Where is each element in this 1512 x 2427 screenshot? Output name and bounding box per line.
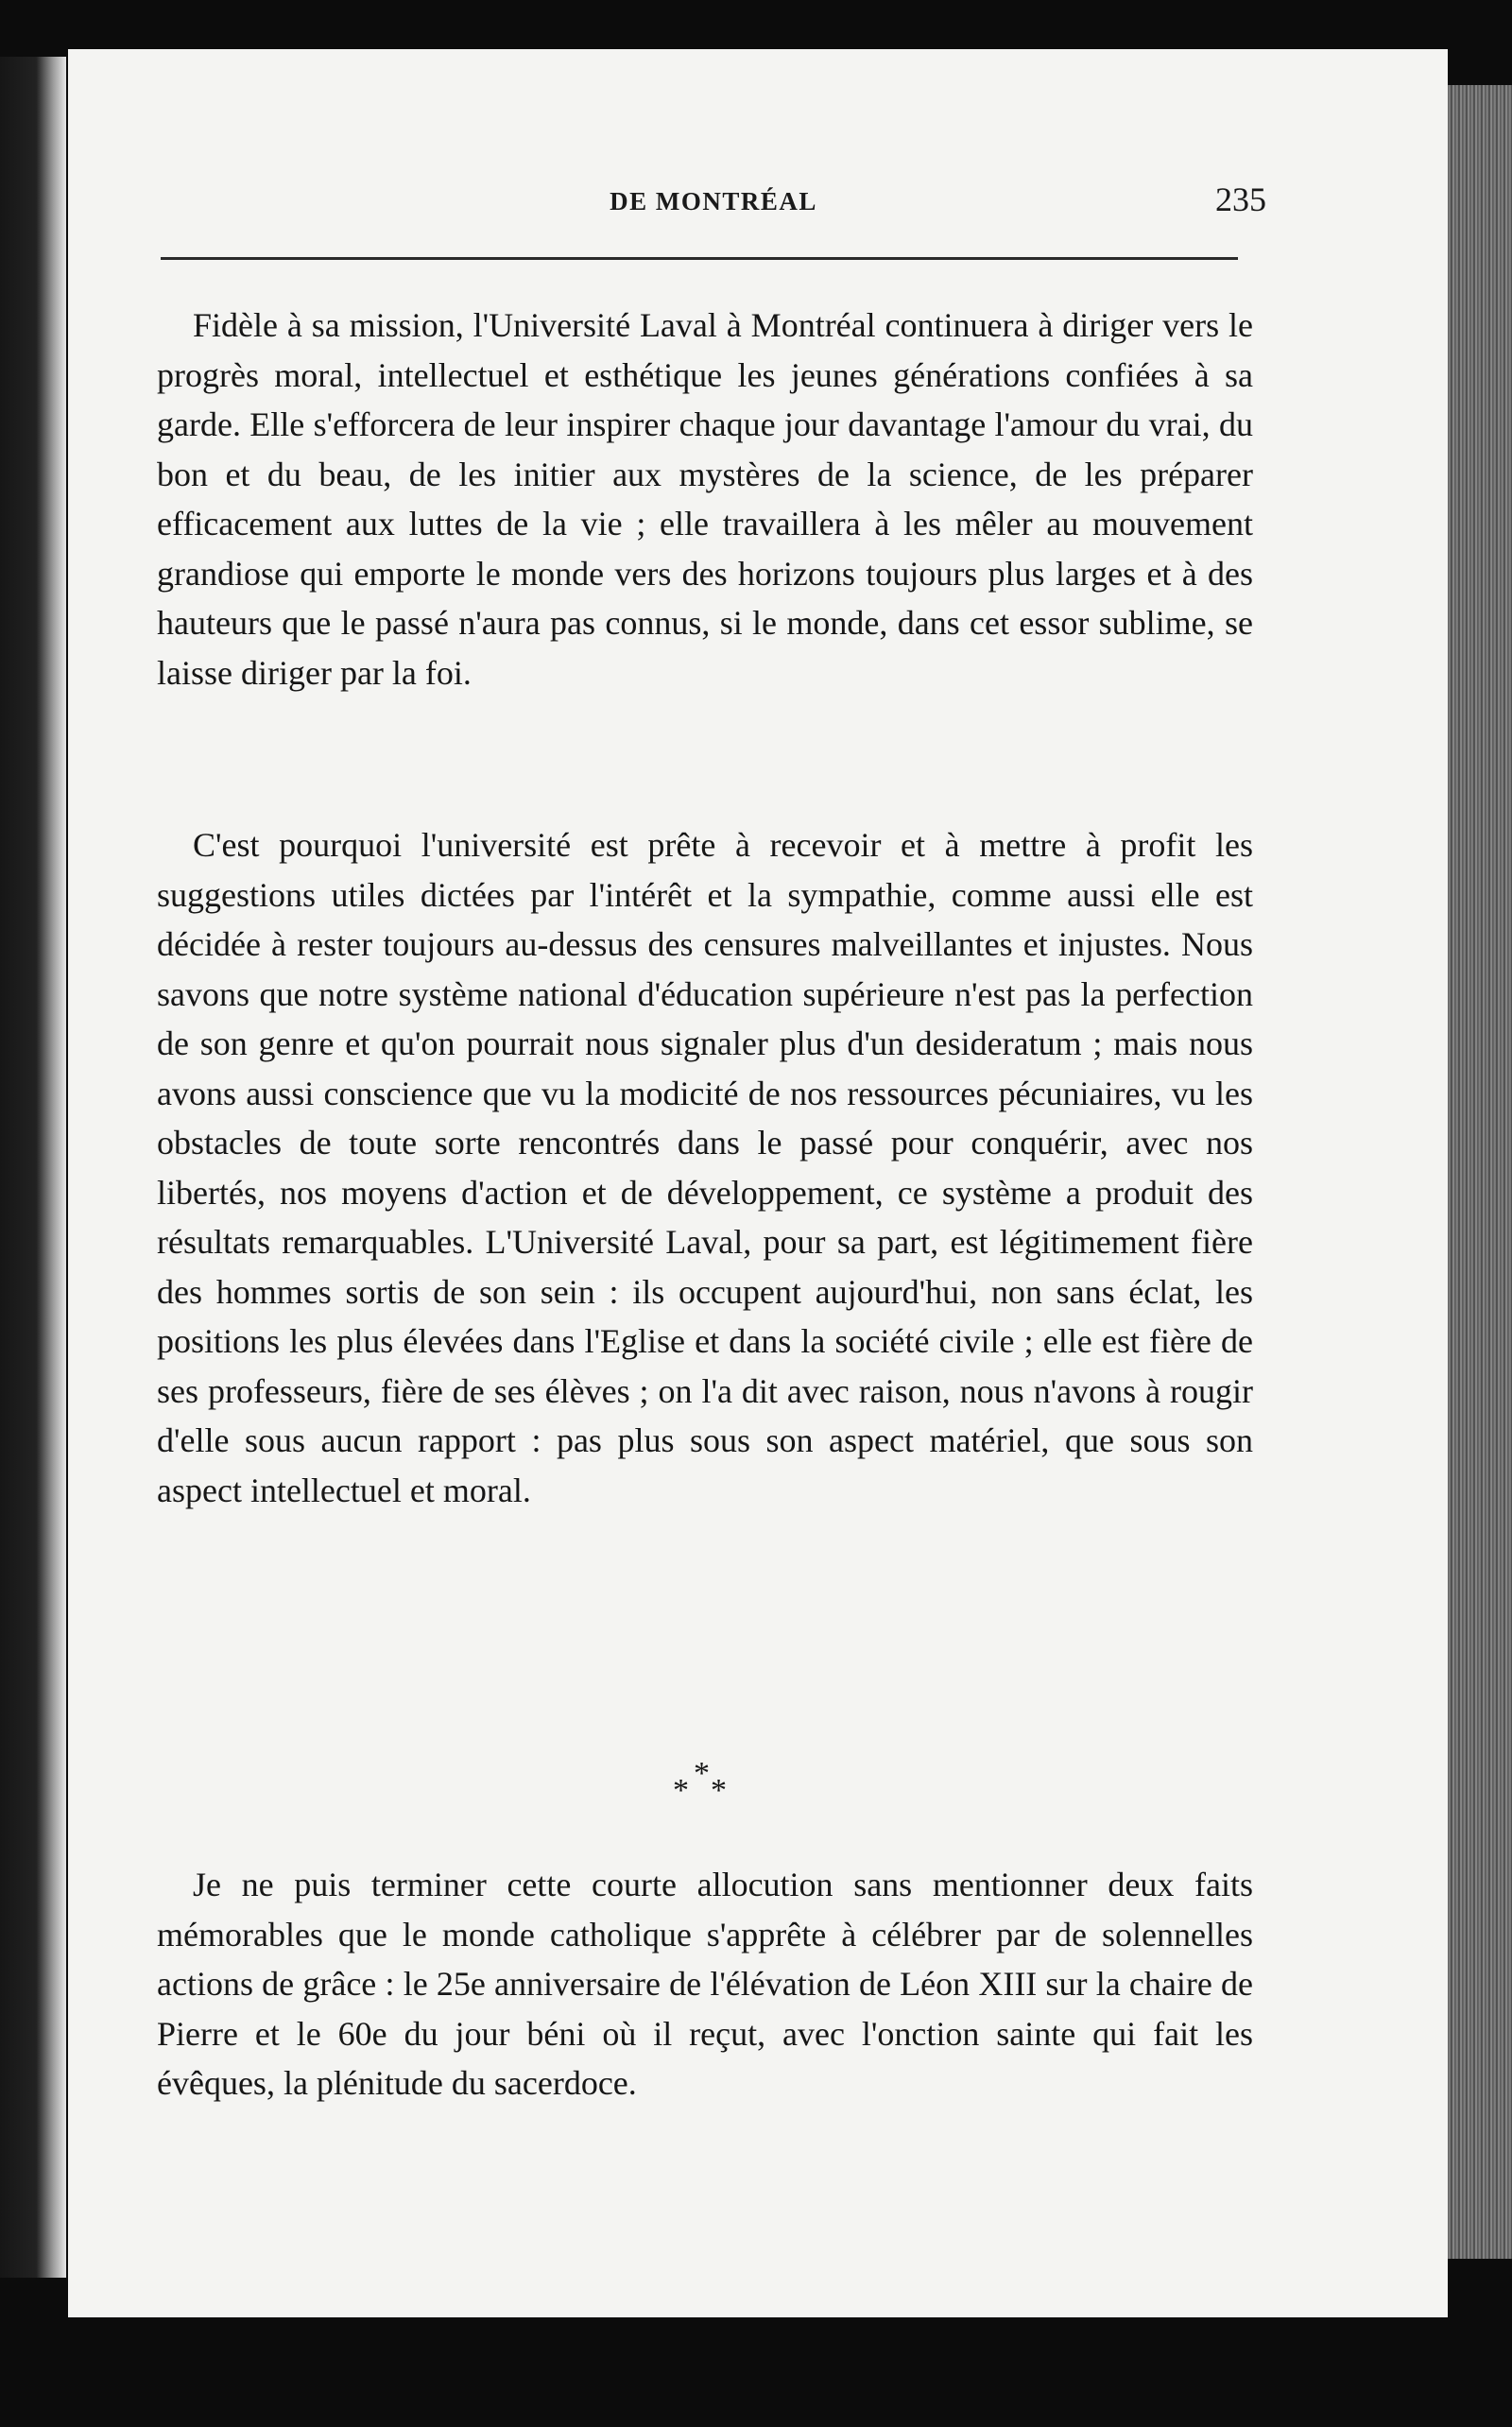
asterism-star: * [694, 1756, 710, 1791]
paragraph-3: Je ne puis terminer cette courte allocution sans mentionner deux faits mémorables que le monde catholique s'apprête à célébrer par de solennelles actions de grâce : le 25e anniversaire de l'élévation de Léon XIII sur la chaire de Pierre et le 60e du jour béni où il reçut, avec l'onction sainte qui fait les évêques, la plénitude du sacerdoce. [157, 1866, 1253, 2102]
asterism-star: * [673, 1773, 689, 1808]
paragraph-1: Fidèle à sa mission, l'Université Laval à Montréal continuera à diriger vers le progrès moral, intellectuel et esthétique les jeunes générations confiées à sa garde. Elle s'efforcera de leur inspirer chaque jour davantage l'amour du vrai, du bon et du beau, de les initier aux mystères de la science, de les préparer efficacement aux luttes de la vie ; elle travaillera à les mêler au mouvement grandiose qui emporte le monde vers des horizons toujours plus larges et à des hauteurs que le passé n'aura pas connus, si le monde, dans cet essor sublime, se laisse diriger par la foi. [157, 306, 1253, 692]
page-number: 235 [1215, 181, 1266, 218]
header-rule [161, 257, 1238, 260]
running-title: DE MONTRÉAL [610, 187, 817, 215]
running-header [161, 178, 1266, 244]
adjacent-page-edge [0, 57, 66, 2278]
asterism-separator [652, 1756, 747, 1813]
paragraph-2: C'est pourquoi l'université est prête à recevoir et à mettre à profit les suggestions utiles dictées par l'intérêt et la sympathie, comme aussi elle est décidée à rester toujours au-dessus des censures malveillantes et injustes. Nous savons que notre système national d'éducation supérieure n'est pas la perfection de son genre et qu'on pourrait nous signaler plus d'un desideratum ; mais nous avons aussi conscience que vu la modicité de nos ressources pécuniaires, vu les obstacles de toute sorte rencontrés dans le passé pour conquérir, avec nos libertés, nos moyens d'action et de développement, ce système a produit des résultats remarquables. L'Université Laval, pour sa part, est légitimement fière des hommes sortis de son sein : ils occupent aujourd'hui, non sans éclat, les positions les plus élevées dans l'Eglise et dans la société civile ; elle est fière de ses professeurs, fière de ses élèves ; on l'a dit avec raison, nous n'avons à rougir d'elle sous aucun rapport : pas plus sous son aspect matériel, que sous son aspect intellectuel et moral. [157, 826, 1253, 1509]
asterism-star: * [711, 1773, 727, 1808]
